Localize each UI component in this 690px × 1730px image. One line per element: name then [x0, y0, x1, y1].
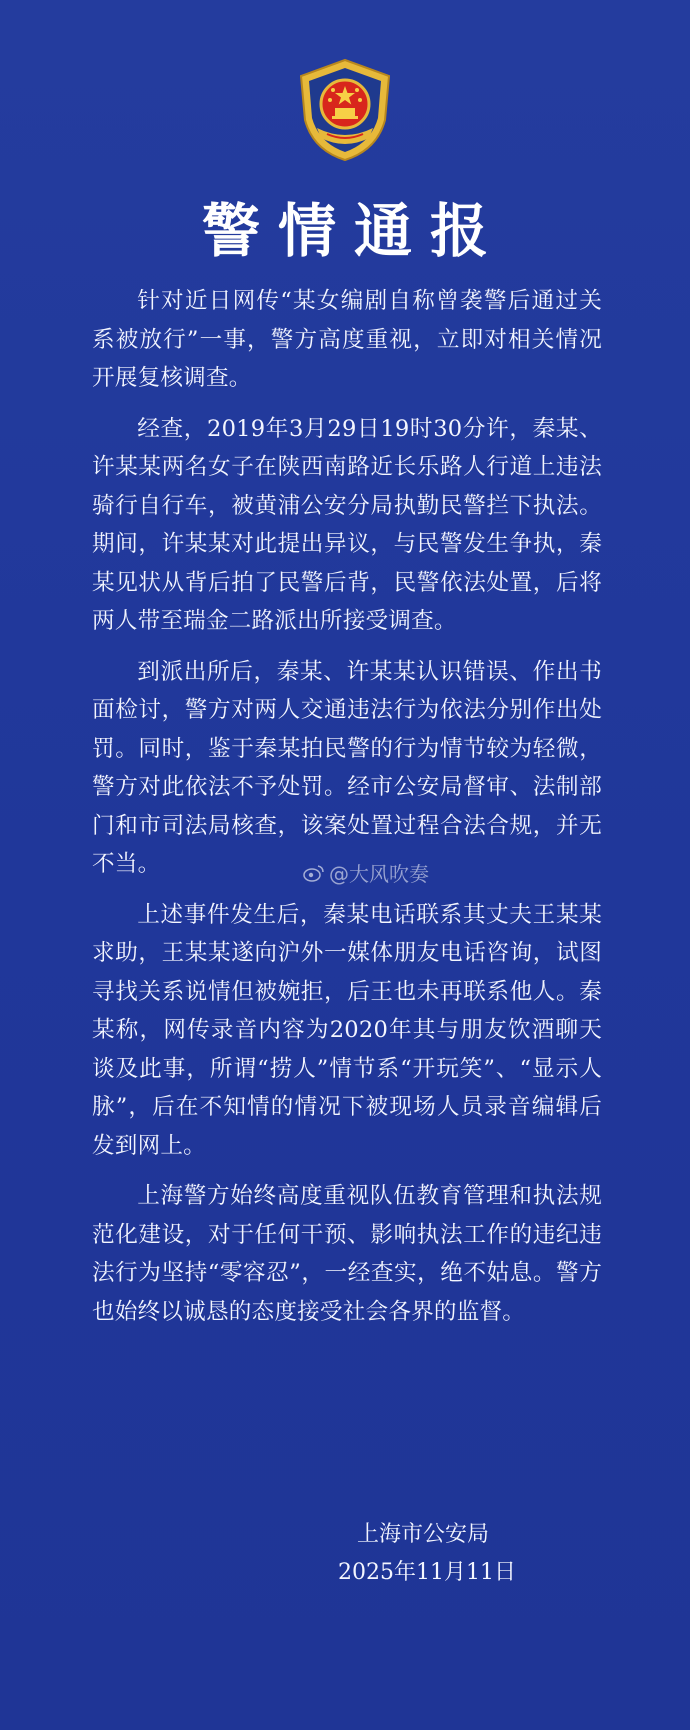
watermark-text: @大风吹奏: [329, 862, 429, 886]
paragraph-intro: 针对近日网传“某女编剧自称曾袭警后通过关系被放行”一事，警方高度重视，立即对相关情况开展复核调查。: [92, 288, 602, 391]
paragraph-aftermath: 上述事件发生后，秦某电话联系其丈夫王某某求助，王某某遂向沪外一媒体朋友电话咨询，试图寻找关系说情但被婉拒，后王也未再联系他人。秦某称，网传录音内容为2020年其与朋友饮酒聊天谈及此事，所谓“捞人”情节系“开玩笑”、“显示人脉”，后在不知情的情况下被现场人员录音编辑后发到网上。: [92, 901, 602, 1159]
page-title: 警情通报: [201, 197, 506, 265]
paragraph-handling: 到派出所后，秦某、许某某认识错误、作出书面检讨，警方对两人交通违法行为依法分别作出处罚。同时，鉴于秦某拍民警的行为情节较为轻微，警方对此依法不予处罚。经市公安局督审、法制部门和市司法局核查，该案处置过程合法合规，并无不当。: [92, 658, 602, 877]
notice-body: [92, 282, 602, 1343]
paragraph-investigation: 经查，2019年3月29日19时30分许，秦某、许某某两名女子在陕西南路近长乐路人行道上违法骑行自行车，被黄浦公安分局执勤民警拦下执法。期间，许某某对此提出异议，与民警发生争执，秦某见状从背后拍了民警后背，民警依法处置，后将两人带至瑞金二路派出所接受调查。: [92, 415, 602, 634]
police-emblem-icon: [297, 58, 393, 162]
signature-date: 2025年11月11日: [338, 1560, 516, 1585]
signature-organization: 上海市公安局: [357, 1522, 490, 1547]
paragraph-statement: 上海警方始终高度重视队伍教育管理和执法规范化建设，对于任何干预、影响执法工作的违纪违法行为坚持“零容忍”，一经查实，绝不姑息。警方也始终以诚恳的态度接受社会各界的监督。: [92, 1183, 602, 1325]
